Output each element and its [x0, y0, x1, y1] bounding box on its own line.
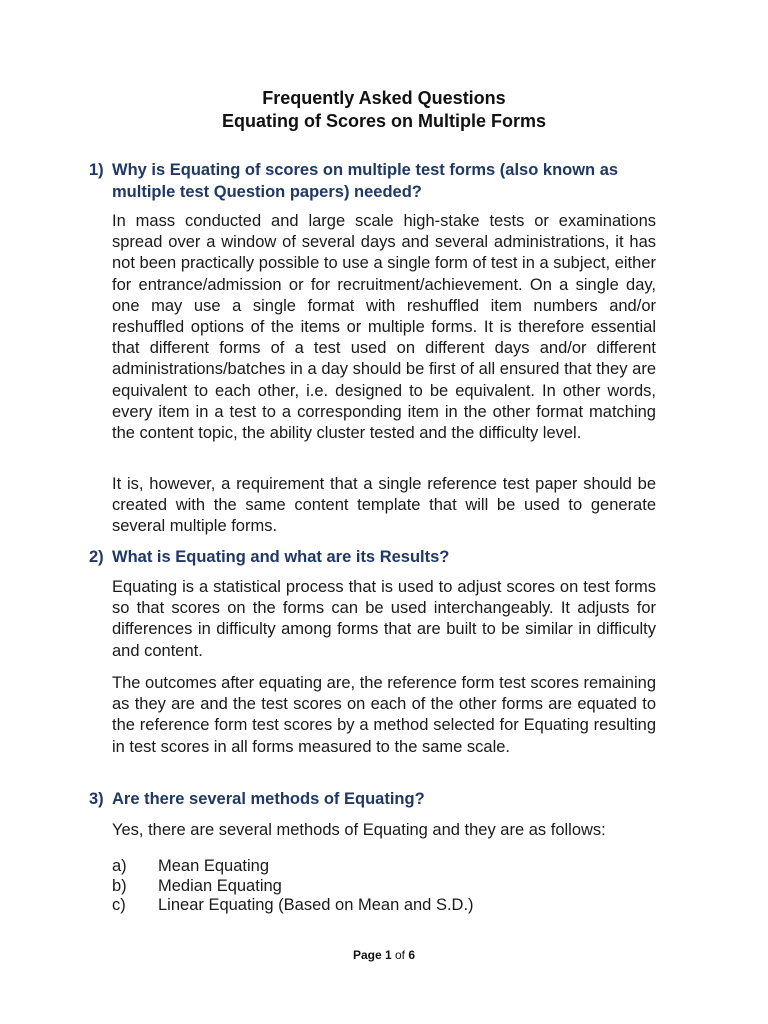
document-title: Frequently Asked Questions: [262, 88, 506, 108]
total-page-count: 6: [408, 948, 416, 962]
question-number: 3): [89, 790, 104, 808]
of-word: of: [395, 948, 406, 962]
document-subtitle: Equating of Scores on Multiple Forms: [221, 111, 547, 131]
question-text: What is Equating and what are its Results?: [112, 548, 450, 566]
list-item-text: Mean Equating: [158, 857, 269, 875]
equating-methods-list: [112, 857, 656, 916]
list-item: [112, 857, 656, 877]
list-item-text: Median Equating: [158, 876, 282, 895]
list-item-label: c): [112, 896, 126, 914]
answer-3-paragraph-1: Yes, there are several methods of Equating and they are as follows:: [112, 821, 606, 839]
question-text: Why is Equating of scores on multiple test forms (also known as multiple test Question papers) needed?: [112, 161, 619, 201]
list-item-label: b): [112, 876, 127, 895]
current-page-number: 1: [384, 948, 392, 962]
list-item: [112, 896, 656, 916]
page-footer: [0, 948, 768, 962]
question-number: 2): [89, 548, 104, 566]
page-word: Page: [352, 948, 382, 962]
answer-2-paragraph-2: The outcomes after equating are, the reference form test scores remaining as they are and the test scores on each of the other forms are equated to the reference form test scores by a method selected for Equating resulting in test scores in all forms measured to the same scale.: [112, 674, 656, 756]
answer-1-paragraph-2: It is, however, a requirement that a single reference test paper should be created with the same content template that will be used to generate several multiple forms.: [112, 475, 656, 536]
answer-1-paragraph-1: In mass conducted and large scale high-stake tests or examinations spread over a window of several days and several administrations, it has not been practically possible to use a single form of test in a subject, either for entrance/admission or for recruitment/achievement. On a single day, one may use a single format with reshuffled item numbers and/or reshuffled options of the items or multiple forms. It is therefore essential that different forms of a test used on different days and/or different administrations/batches in a day should be first of all ensured that they are equivalent to each other, i.e. designed to be equivalent. In other words, every item in a test to a corresponding item in the other format matching the content topic, the ability cluster tested and the difficulty level.: [112, 212, 656, 443]
answer-2-paragraph-1: Equating is a statistical process that is used to adjust scores on test forms so that scores on the forms can be used interchangeably. It adjusts for differences in difficulty among forms that are built to be similar in difficulty and content.: [112, 578, 656, 660]
list-item: [112, 877, 656, 897]
question-text: Are there several methods of Equating?: [112, 790, 425, 808]
question-number: 1): [89, 161, 104, 179]
list-item-label: a): [112, 857, 127, 875]
list-item-text: Linear Equating (Based on Mean and S.D.): [158, 896, 474, 914]
